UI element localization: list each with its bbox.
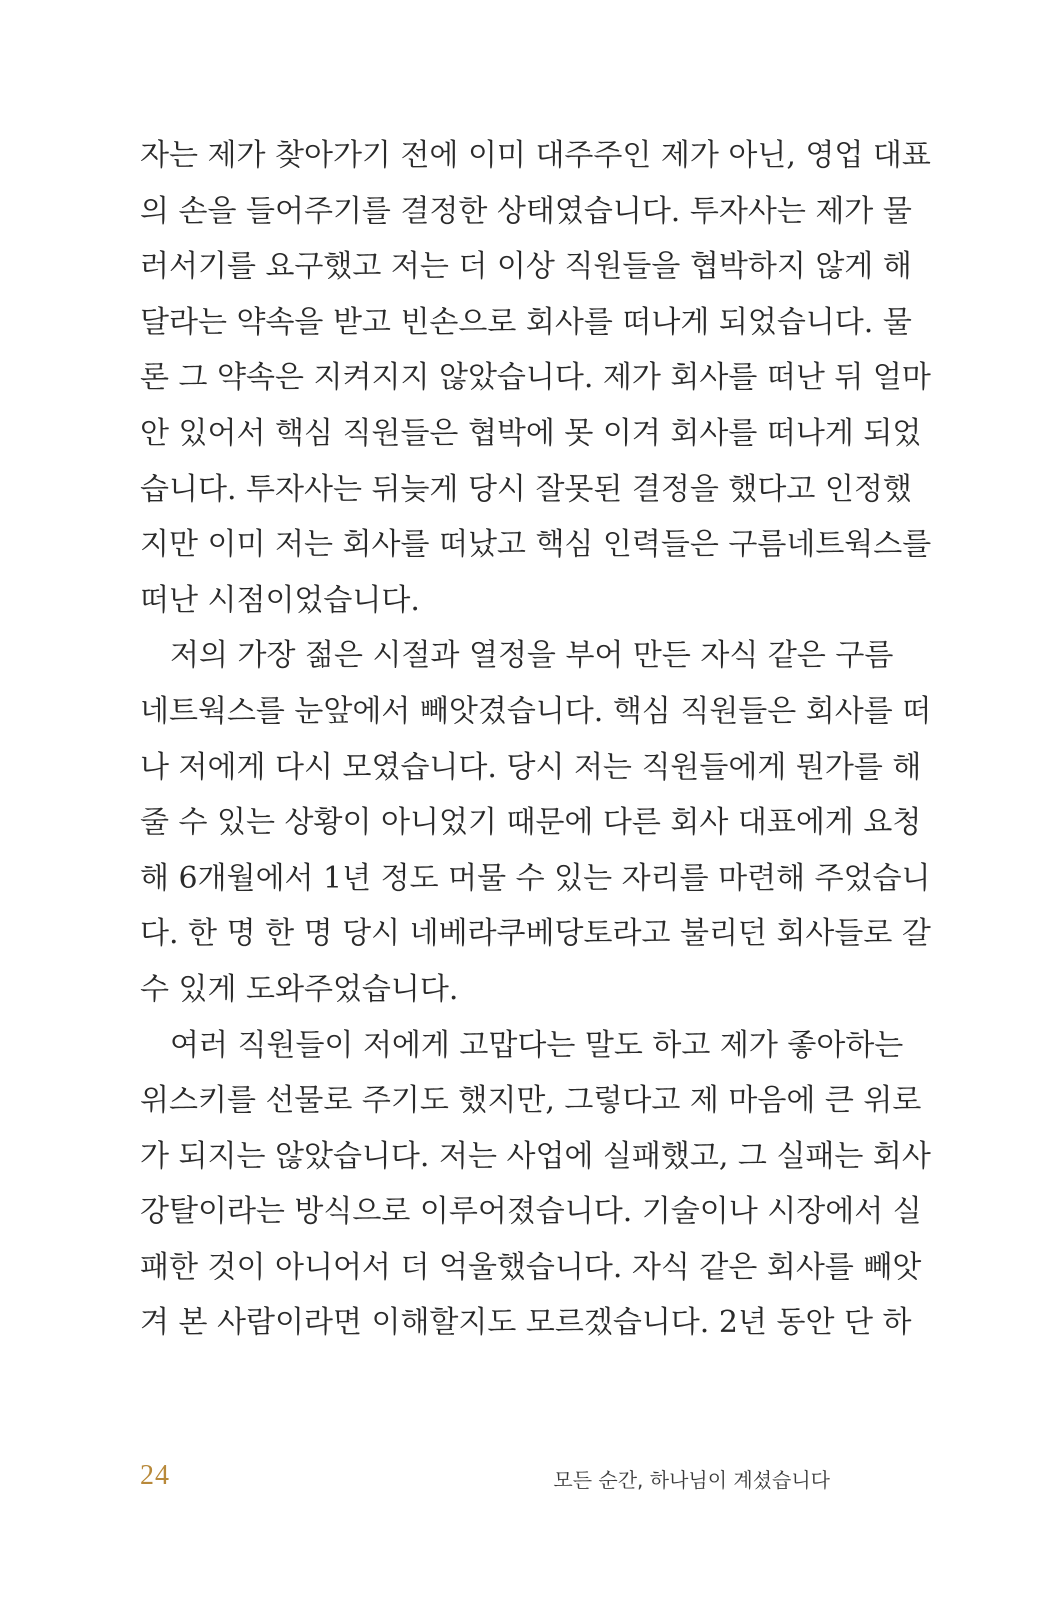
text-line: 네트웍스를 눈앞에서 빼앗겼습니다. 핵심 직원들은 회사를 떠 <box>140 693 932 729</box>
text-line: 강탈이라는 방식으로 이루어졌습니다. 기술이나 시장에서 실 <box>140 1194 922 1230</box>
paragraph-end-line: 떠난 시점이었습니다. <box>140 582 420 618</box>
body-text <box>140 128 932 1351</box>
paragraph-start-line: 여러 직원들이 저에게 고맙다는 말도 하고 제가 좋아하는 <box>140 1027 904 1063</box>
text-line: 해 6개월에서 1년 정도 머물 수 있는 자리를 마련해 주었습니 <box>140 860 931 896</box>
page-number: 24 <box>140 1460 170 1491</box>
text-line: 론 그 약속은 지켜지지 않았습니다. 제가 회사를 떠난 뒤 얼마 <box>140 360 931 396</box>
page-footer <box>140 1460 830 1500</box>
text-line: 겨 본 사람이라면 이해할지도 모르겠습니다. 2년 동안 단 하 <box>140 1305 912 1341</box>
text-line: 위스키를 선물로 주기도 했지만, 그렇다고 제 마음에 큰 위로 <box>140 1083 922 1119</box>
text-line: 줄 수 있는 상황이 아니었기 때문에 다른 회사 대표에게 요청 <box>140 805 922 841</box>
text-line: 러서기를 요구했고 저는 더 이상 직원들을 협박하지 않게 해 <box>140 249 912 285</box>
text-line: 안 있어서 핵심 직원들은 협박에 못 이겨 회사를 떠나게 되었 <box>140 415 922 451</box>
text-line: 의 손을 들어주기를 결정한 상태였습니다. 투자사는 제가 물 <box>140 193 912 229</box>
text-line: 지만 이미 저는 회사를 떠났고 핵심 인력들은 구름네트웍스를 <box>140 527 932 563</box>
paragraph-end-line: 수 있게 도와주었습니다. <box>140 971 459 1007</box>
text-line: 자는 제가 찾아가기 전에 이미 대주주인 제가 아닌, 영업 대표 <box>140 138 931 173</box>
paragraph-start-line: 저의 가장 젊은 시절과 열정을 부어 만든 자식 같은 구름 <box>140 638 894 674</box>
text-line: 가 되지는 않았습니다. 저는 사업에 실패했고, 그 실패는 회사 <box>140 1138 931 1174</box>
running-title: 모든 순간, 하나님이 계셨습니다 <box>553 1468 830 1492</box>
text-line: 달라는 약속을 받고 빈손으로 회사를 떠나게 되었습니다. 물 <box>140 304 912 340</box>
text-line: 패한 것이 아니어서 더 억울했습니다. 자식 같은 회사를 빼앗 <box>140 1249 922 1285</box>
text-line: 다. 한 명 한 명 당시 네베라쿠베당토라고 불리던 회사들로 갈 <box>140 916 931 952</box>
text-line: 나 저에게 다시 모였습니다. 당시 저는 직원들에게 뭔가를 해 <box>140 749 922 785</box>
text-line: 습니다. 투자사는 뒤늦게 당시 잘못된 결정을 했다고 인정했 <box>140 471 912 507</box>
